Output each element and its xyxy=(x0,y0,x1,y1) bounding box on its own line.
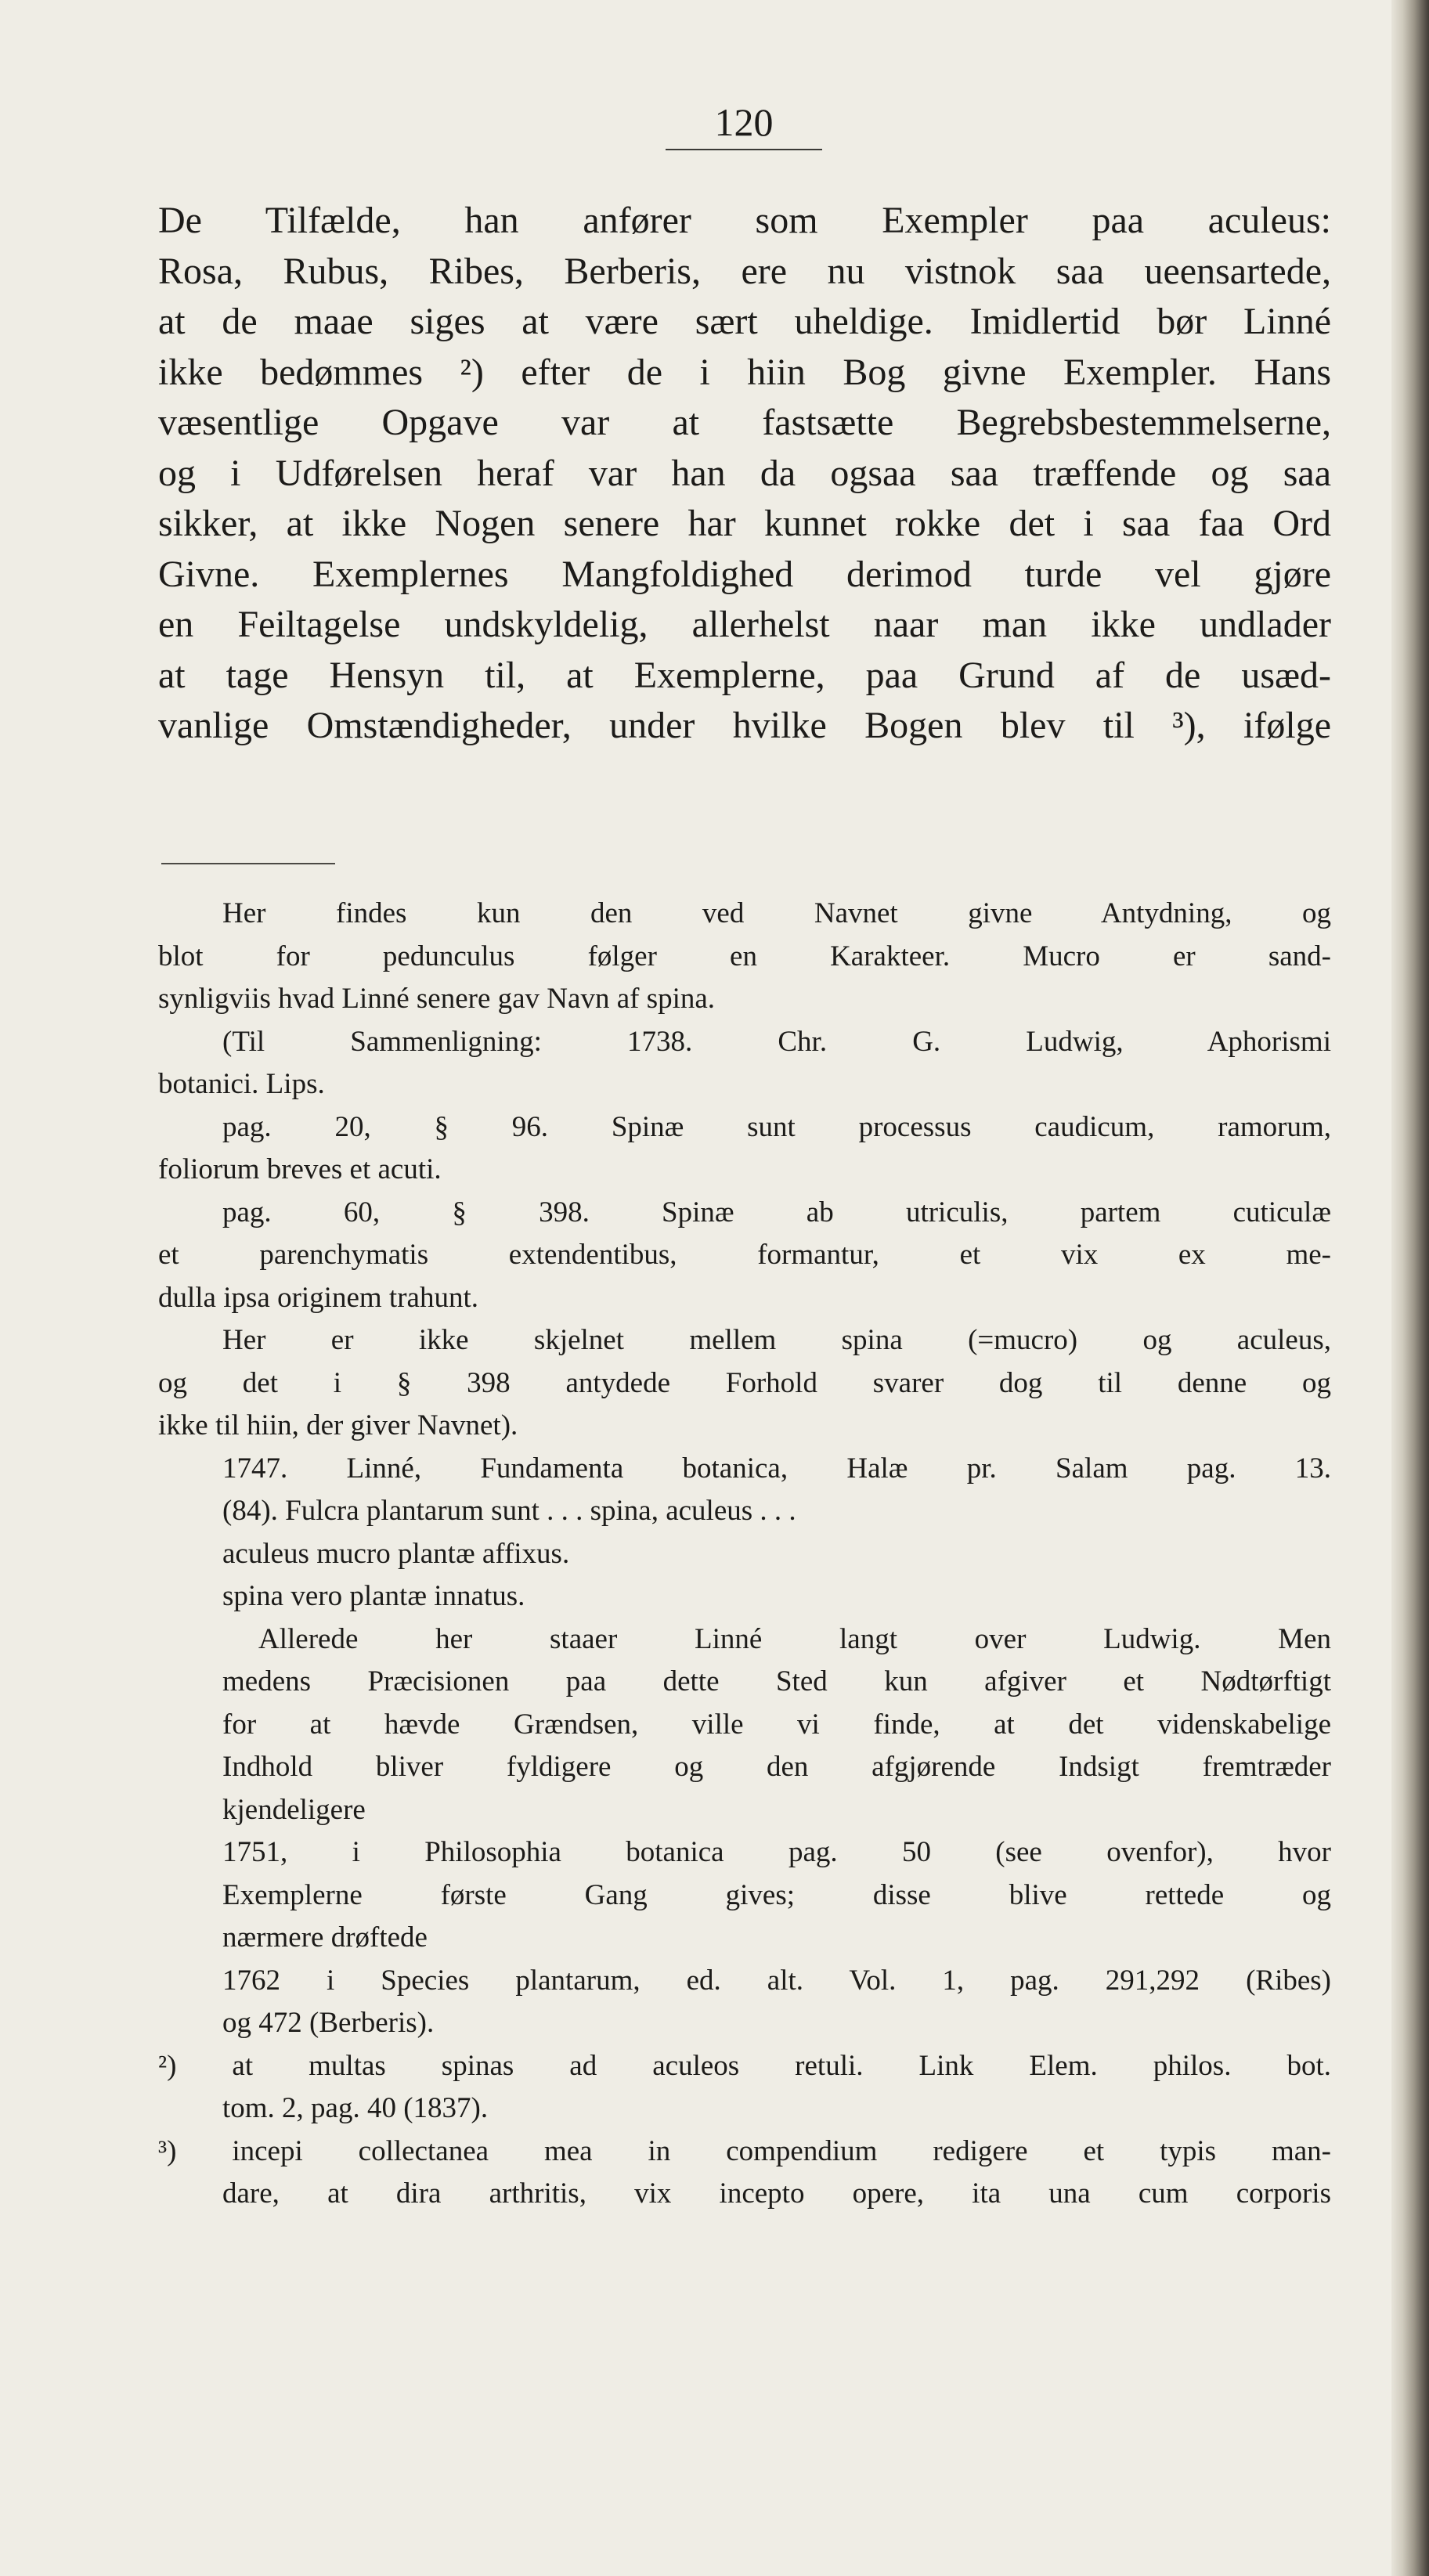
footnote-line: for at hævde Grændsen, ville vi finde, at det videnskabelige xyxy=(222,1708,1331,1741)
footnote-line: pag. 60, § 398. Spinæ ab utriculis, partem cuticulæ xyxy=(222,1196,1331,1228)
footnote-line: Exemplerne første Gang gives; disse blive rettede og xyxy=(222,1878,1331,1911)
text-line: sikker, at ikke Nogen senere har kunnet rokke det i saa faa Ord xyxy=(158,503,1331,544)
footnote-line: (84). Fulcra plantarum sunt . . . spina, aculeus . . . xyxy=(222,1495,796,1527)
footnote-line: dare, at dira arthritis, vix incepto opere, ita una cum corporis xyxy=(222,2177,1331,2210)
footnote-line: Her findes kun den ved Navnet givne Antydning, og xyxy=(222,897,1331,929)
text-line: og i Udførelsen heraf var han da ogsaa saa træffende og saa xyxy=(158,452,1331,494)
footnote-line: og det i § 398 antydede Forhold svarer dog til denne og xyxy=(158,1366,1331,1399)
footnote-line: synligviis hvad Linné senere gav Navn af spina. xyxy=(158,983,716,1015)
page-edge-shadow xyxy=(1391,0,1429,2576)
footnote-line: et parenchymatis extendentibus, formantur, et vix ex me- xyxy=(158,1239,1331,1271)
footnote-line: ³) incepi collectanea mea in compendium redigere et typis man- xyxy=(158,2134,1331,2167)
footnote-line: (Til Sammenligning: 1738. Chr. G. Ludwig, Aphorismi xyxy=(222,1025,1331,1058)
footnote-line: spina vero plantæ innatus. xyxy=(222,1580,525,1612)
text-line: vanlige Omstændigheder, under hvilke Bogen blev til ³), ifølge xyxy=(158,705,1331,746)
footnote-line: aculeus mucro plantæ affixus. xyxy=(222,1537,570,1570)
footnote-line: nærmere drøftede xyxy=(222,1921,428,1954)
text-line: at tage Hensyn til, at Exemplerne, paa Grund af de usæd- xyxy=(158,654,1331,696)
footnote-line: Indhold bliver fyldigere og den afgjørende Indsigt fremtræder xyxy=(222,1751,1331,1783)
page-number-rule xyxy=(666,149,822,150)
text-line: ikke bedømmes ²) efter de i hiin Bog givne Exempler. Hans xyxy=(158,351,1331,393)
footnote-line: botanici. Lips. xyxy=(158,1068,325,1100)
text-line: Givne. Exemplernes Mangfoldighed derimod turde vel gjøre xyxy=(158,553,1331,595)
footnote-separator xyxy=(161,863,335,864)
text-line: Rosa, Rubus, Ribes, Berberis, ere nu vistnok saa ueensartede, xyxy=(158,250,1331,292)
footnote-line: dulla ipsa originem trahunt. xyxy=(158,1281,478,1314)
text-line: De Tilfælde, han anfører som Exempler paa aculeus: xyxy=(158,200,1331,241)
footnote-line: foliorum breves et acuti. xyxy=(158,1153,442,1185)
footnote-line: ikke til hiin, der giver Navnet). xyxy=(158,1409,518,1441)
footnote-line: og 472 (Berberis). xyxy=(222,2007,435,2039)
footnote-line: blot for pedunculus følger en Karakteer. Mucro er sand- xyxy=(158,940,1331,972)
footnote-line: kjendeligere xyxy=(222,1793,366,1826)
footnote-line: 1747. Linné, Fundamenta botanica, Halæ pr. Salam pag. 13. xyxy=(222,1452,1331,1485)
footnote-line: ²) at multas spinas ad aculeos retuli. Link Elem. philos. bot. xyxy=(158,2049,1331,2082)
footnotes xyxy=(158,893,1331,2216)
text-line: en Feiltagelse undskyldelig, allerhelst naar man ikke undlader xyxy=(158,604,1331,645)
footnote-line: pag. 20, § 96. Spinæ sunt processus caudicum, ramorum, xyxy=(222,1110,1331,1143)
footnote-line: Her er ikke skjelnet mellem spina (=mucro) og aculeus, xyxy=(222,1324,1331,1356)
footnote-line: tom. 2, pag. 40 (1837). xyxy=(222,2092,489,2124)
footnote-line: Allerede her staaer Linné langt over Ludwig. Men xyxy=(258,1622,1331,1655)
text-line: væsentlige Opgave var at fastsætte Begrebsbestemmelserne, xyxy=(158,402,1331,443)
page-number: 120 xyxy=(714,100,774,144)
main-text xyxy=(158,196,1331,752)
footnote-line: 1751, i Philosophia botanica pag. 50 (see ovenfor), hvor xyxy=(222,1836,1331,1868)
text-line: at de maae siges at være sært uheldige. Imidlertid bør Linné xyxy=(158,301,1331,342)
footnote-line: 1762 i Species plantarum, ed. alt. Vol. 1, pag. 291,292 (Ribes) xyxy=(222,1964,1331,1997)
footnote-line: medens Præcisionen paa dette Sted kun afgiver et Nødtørftigt xyxy=(222,1665,1331,1697)
